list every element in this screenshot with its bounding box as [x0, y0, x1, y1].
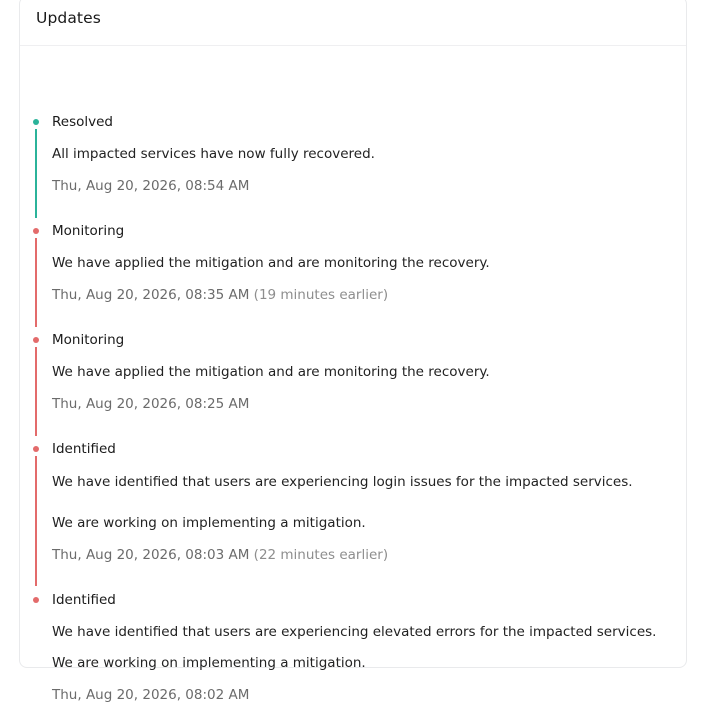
update-timestamp — [52, 178, 249, 194]
update-message: All impacted services have now fully recovered. — [52, 146, 375, 162]
update-timestamp — [52, 547, 388, 563]
update-timestamp — [52, 287, 388, 303]
status-dot-resolved — [33, 119, 39, 125]
status-dot-monitoring — [33, 337, 39, 343]
timeline-line — [35, 347, 37, 436]
update-message: We have applied the mitigation and are monitoring the recovery. — [52, 364, 490, 380]
status-dot-monitoring — [33, 228, 39, 234]
relative-time: (19 minutes earlier) — [253, 287, 389, 303]
relative-time: (22 minutes earlier) — [253, 547, 389, 563]
update-status: Monitoring — [52, 332, 125, 348]
status-dot-identified — [33, 597, 39, 603]
timestamp-text: Thu, Aug 20, 2026, 08:25 AM — [52, 396, 250, 412]
timestamp-text: Thu, Aug 20, 2026, 08:03 AM — [52, 547, 250, 563]
timeline-line — [35, 456, 37, 586]
update-timestamp — [52, 396, 249, 412]
updates-card — [19, 0, 687, 703]
card-title: Updates — [36, 9, 101, 27]
update-timestamp — [52, 687, 249, 703]
update-message: We have applied the mitigation and are monitoring the recovery. — [52, 255, 490, 271]
timestamp-text: Thu, Aug 20, 2026, 08:54 AM — [52, 178, 250, 194]
update-status: Identified — [52, 592, 116, 608]
update-message: We have identified that users are experiencing elevated errors for the impacted services. — [52, 624, 657, 640]
update-status: Resolved — [52, 114, 113, 130]
card-header — [20, 0, 686, 46]
update-status: Monitoring — [52, 223, 125, 239]
timeline-line — [35, 238, 37, 327]
timeline-line — [35, 129, 37, 218]
status-dot-identified — [33, 446, 39, 452]
update-message: We are working on implementing a mitigation. — [52, 655, 366, 671]
update-status: Identified — [52, 441, 116, 457]
timestamp-text: Thu, Aug 20, 2026, 08:35 AM — [52, 287, 250, 303]
timestamp-text: Thu, Aug 20, 2026, 08:02 AM — [52, 687, 250, 703]
update-message: We have identified that users are experiencing login issues for the impacted services. — [52, 474, 633, 490]
update-message: We are working on implementing a mitigation. — [52, 515, 366, 531]
